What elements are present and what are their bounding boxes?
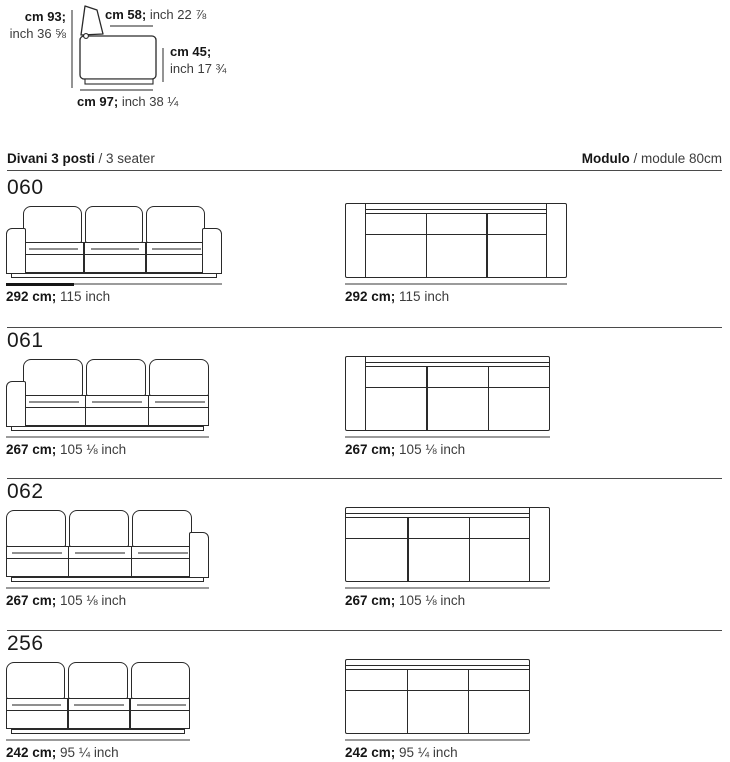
model-section-061 (0, 329, 730, 480)
back-cushion (68, 662, 127, 699)
size-cm: 267 cm; (345, 442, 396, 457)
seat-divider (129, 699, 130, 728)
top-size-label (345, 593, 550, 608)
size-cm: 267 cm; (6, 593, 57, 608)
seat-divider (145, 243, 146, 272)
armrest-left (6, 228, 26, 274)
top-view-outline (345, 659, 530, 734)
top-view-block (345, 203, 567, 304)
module-title (582, 151, 722, 166)
size-cm: 242 cm; (345, 745, 396, 760)
width-inch: inch 38 ¼ (118, 94, 179, 109)
seat-divider (486, 213, 487, 277)
top-view-drawing (345, 203, 567, 278)
category-title-en: / 3 seater (94, 151, 155, 166)
back-cushion (146, 206, 205, 243)
front-view-drawing (6, 359, 209, 431)
seat-band (6, 698, 190, 729)
seat-divider (407, 517, 408, 581)
seat-seam (75, 552, 125, 554)
module-title-en: / module 80cm (629, 151, 722, 166)
model-code: 060 (7, 176, 44, 199)
front-size-label (6, 593, 209, 608)
seat-band (23, 242, 205, 273)
backrest-line (365, 213, 547, 214)
front-size-label (6, 289, 222, 304)
depth-label (105, 6, 206, 23)
seat-divider (148, 396, 149, 425)
seat-height-cm: cm 45; (170, 44, 212, 59)
backrest-line (346, 517, 530, 518)
back-height-cm: cm 93; (24, 9, 66, 24)
cushion-split-line (346, 538, 530, 539)
armrest-right (189, 532, 209, 578)
seat-seam (92, 401, 142, 403)
depth-cm: cm 58; (105, 7, 147, 22)
model-section-256 (0, 632, 730, 762)
back-cushion (6, 662, 65, 699)
cushion-split-line (346, 690, 529, 691)
seat-divider (131, 547, 132, 576)
top-view-block (345, 659, 530, 760)
divider (7, 327, 722, 328)
dimension-line (6, 739, 190, 741)
seat-divider (426, 366, 427, 430)
category-title-it: Divani 3 posti (7, 151, 95, 166)
front-size-label (6, 745, 190, 760)
dimension-line (345, 436, 550, 438)
size-inch: 105 ⅛ inch (395, 593, 466, 608)
dimension-line (345, 587, 550, 589)
seat-seam (138, 552, 188, 554)
seat-height-inch: inch 17 ¾ (170, 61, 227, 76)
back-cushion (131, 662, 190, 699)
top-view-block (345, 507, 550, 608)
seat-divider (468, 669, 469, 733)
back-cushion (132, 510, 192, 547)
size-cm: 242 cm; (6, 745, 57, 760)
dimension-line (345, 283, 567, 285)
seat-divider (426, 213, 427, 277)
front-view-drawing (6, 662, 190, 734)
depth-inch: inch 22 ⅞ (146, 7, 207, 22)
backrest-line (346, 513, 530, 514)
plinth (11, 426, 204, 431)
armrest-line-right (529, 508, 530, 581)
seat-seam (29, 248, 78, 250)
seat-band (6, 546, 192, 577)
front-view-drawing (6, 510, 209, 582)
top-view-block (345, 356, 550, 457)
seat-seam (152, 248, 201, 250)
cushion-split-line (365, 387, 549, 388)
front-view-drawing (6, 206, 222, 278)
size-cm: 267 cm; (345, 593, 396, 608)
armrest-line-right (546, 204, 547, 277)
top-view-outline (345, 203, 567, 278)
model-code: 256 (7, 632, 44, 655)
front-size-label (6, 442, 209, 457)
seat-divider (68, 547, 69, 576)
seat-seam (29, 401, 79, 403)
backrest-line (365, 366, 549, 367)
seat-front-line (7, 558, 191, 559)
dimension-line (345, 739, 530, 741)
seat-height-label (170, 43, 226, 77)
seat-seam (137, 704, 186, 706)
armrest-line-left (365, 357, 366, 430)
back-cushion (69, 510, 129, 547)
seat-divider (67, 699, 68, 728)
back-cushion (86, 359, 146, 396)
model-code: 061 (7, 329, 44, 352)
seat-divider (469, 517, 470, 581)
seat-seam (91, 248, 140, 250)
module-dimension-segment (6, 283, 74, 286)
back-height-inch: inch 36 ⅝ (9, 26, 66, 41)
size-inch: 105 ⅛ inch (395, 442, 466, 457)
seat-divider (85, 396, 86, 425)
front-view-block (6, 206, 222, 304)
plinth (11, 273, 217, 278)
backrest-line (365, 362, 549, 363)
module-title-it: Modulo (581, 151, 630, 166)
seat-front-line (24, 254, 204, 255)
backrest-line (346, 665, 529, 666)
seat-seam (12, 552, 62, 554)
size-cm: 292 cm; (6, 289, 57, 304)
front-view-block (6, 662, 190, 760)
size-cm: 267 cm; (6, 442, 57, 457)
back-cushion (6, 510, 66, 547)
plinth (11, 577, 204, 582)
table-header (7, 151, 722, 169)
size-cm: 292 cm; (345, 289, 396, 304)
top-view-outline (345, 507, 550, 582)
dimension-line (6, 283, 222, 285)
top-size-label (345, 289, 567, 304)
size-inch: 115 inch (395, 289, 450, 304)
seat-seam (155, 401, 205, 403)
dimension-line (6, 436, 209, 438)
dimension-line (6, 587, 209, 589)
size-inch: 115 inch (56, 289, 111, 304)
seat-seam (12, 704, 61, 706)
top-view-drawing (345, 659, 530, 734)
seat-divider (83, 243, 84, 272)
size-inch: 105 ⅛ inch (56, 593, 127, 608)
sofa-side-dimension-diagram (0, 2, 245, 114)
top-size-label (345, 745, 530, 760)
width-label (77, 93, 178, 110)
back-cushion (23, 206, 82, 243)
top-view-drawing (345, 356, 550, 431)
backrest-line (365, 209, 547, 210)
size-inch: 95 ¼ inch (56, 745, 119, 760)
armrest-right (202, 228, 222, 274)
divider (7, 170, 722, 171)
back-cushion (85, 206, 144, 243)
backrest-line (346, 669, 529, 670)
seat-front-line (7, 710, 189, 711)
seat-band (23, 395, 209, 426)
category-title (7, 151, 155, 166)
width-cm: cm 97; (77, 94, 119, 109)
front-view-block (6, 510, 209, 608)
front-view-block (6, 359, 209, 457)
size-inch: 95 ¼ inch (395, 745, 458, 760)
top-view-drawing (345, 507, 550, 582)
seat-front-line (24, 407, 208, 408)
model-code: 062 (7, 480, 44, 503)
back-cushion (23, 359, 83, 396)
back-height-label (0, 8, 66, 42)
model-section-060 (0, 176, 730, 327)
size-inch: 105 ⅛ inch (56, 442, 127, 457)
seat-divider (488, 366, 489, 430)
seat-seam (74, 704, 123, 706)
plinth (11, 729, 185, 734)
back-cushion (149, 359, 209, 396)
armrest-left (6, 381, 26, 427)
model-section-062 (0, 480, 730, 631)
top-view-outline (345, 356, 550, 431)
top-size-label (345, 442, 550, 457)
seat-divider (407, 669, 408, 733)
cushion-split-line (365, 234, 547, 235)
armrest-line-left (365, 204, 366, 277)
